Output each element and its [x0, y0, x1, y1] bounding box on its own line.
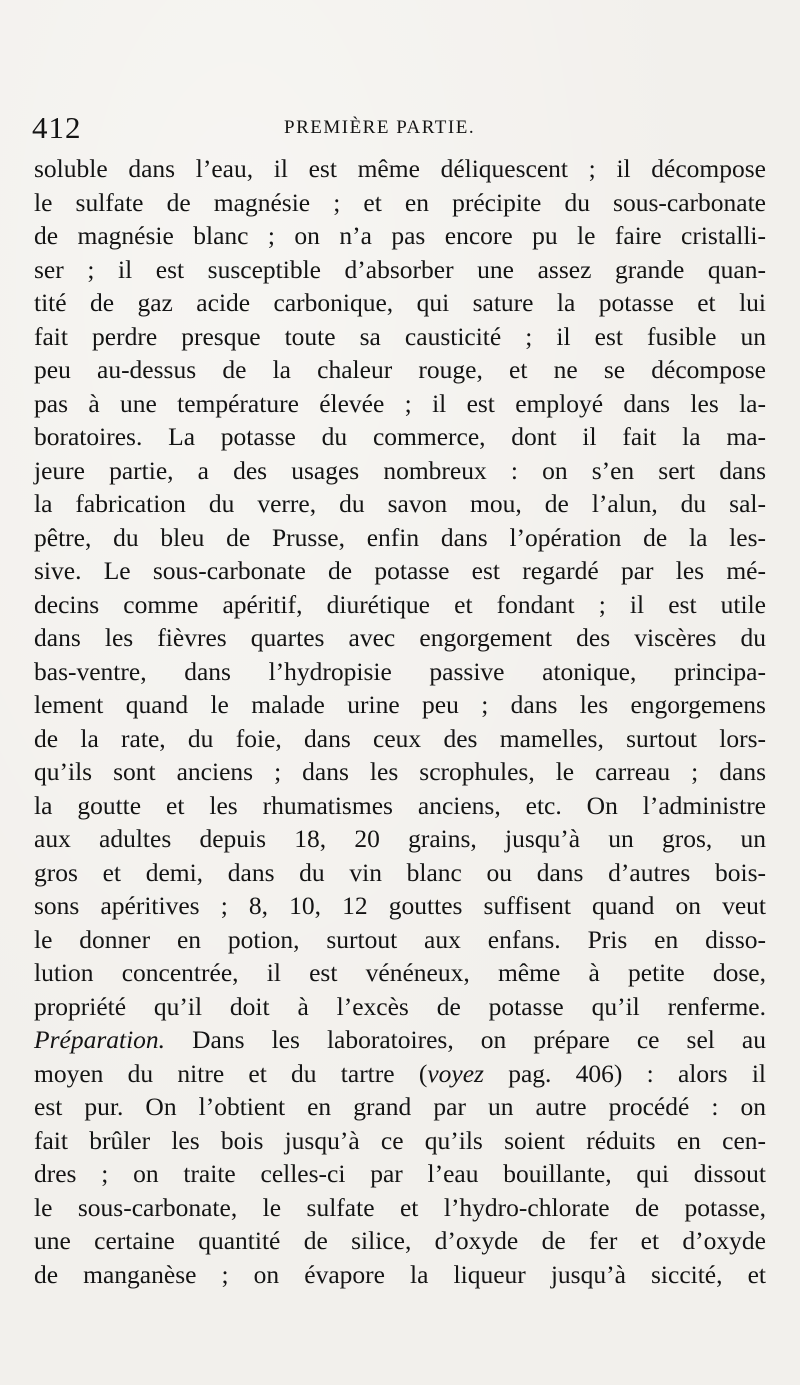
- text-line: fait perdre presque toute sa causticité ; il est fusible un: [34, 321, 766, 351]
- text-line: une certaine quantité de silice, d’oxyde de fer et d’oxyde: [34, 1226, 766, 1255]
- text-line: pas à une température élevée ; il est employé dans les la-: [34, 388, 766, 418]
- preparation-line: [34, 1023, 766, 1057]
- text-line: lement quand le malade urine peu ; dans les engorgemens: [34, 690, 766, 719]
- preparation-heading: Préparation.: [34, 1025, 166, 1054]
- text-line: de manganèse ; on évapore la liqueur jusqu’à siccité, et: [34, 1259, 766, 1289]
- text-line: dres ; on traite celles-ci par l’eau bouillante, qui dissout: [34, 1159, 766, 1188]
- text-segment: pag. 406) : alors il: [483, 1058, 766, 1088]
- text-line: de magnésie blanc ; on n’a pas encore pu le faire cristalli-: [34, 221, 766, 250]
- text-line: aux adultes depuis 18, 20 grains, jusqu’à un gros, un: [34, 824, 766, 853]
- page-number: 412: [32, 110, 82, 145]
- text-line: la goutte et les rhumatismes anciens, etc. On l’administre: [34, 790, 766, 820]
- text-line: le sous-carbonate, le sulfate et l’hydro-chlorate de potasse,: [34, 1192, 766, 1222]
- page-header: [32, 108, 772, 148]
- text-line: ser ; il est susceptible d’absorber une assez grande quan-: [34, 254, 766, 284]
- text-line: jeure partie, a des usages nombreux : on s’en sert dans: [34, 455, 766, 485]
- text-line: boratoires. La potasse du commerce, dont il fait la ma-: [34, 422, 766, 451]
- text-line: propriété qu’il doit à l’excès de potasse qu’il renferme.: [34, 991, 766, 1021]
- text-line: est pur. On l’obtient en grand par un autre procédé : on: [34, 1092, 766, 1121]
- text-line: fait brûler les bois jusqu’à ce qu’ils soient réduits en cen-: [34, 1125, 766, 1155]
- preparation-text: Dans les laboratoires, on prépare ce sel au: [165, 1025, 766, 1054]
- text-line: pêtre, du bleu de Prusse, enfin dans l’opération de la les-: [34, 522, 766, 552]
- text-line: decins comme apéritif, diurétique et fondant ; il est utile: [34, 589, 766, 619]
- text-line: le sulfate de magnésie ; et en précipite du sous-carbonate: [34, 187, 766, 217]
- text-line: la fabrication du verre, du savon mou, de l’alun, du sal-: [34, 489, 766, 518]
- running-head: PREMIÈRE PARTIE.: [284, 117, 476, 138]
- text-line: bas-ventre, dans l’hydropisie passive atonique, principa-: [34, 656, 766, 686]
- body-text: [34, 152, 766, 1291]
- italic-reference: voyez: [427, 1058, 484, 1088]
- text-line: peu au-dessus de la chaleur rouge, et ne se décompose: [34, 355, 766, 384]
- text-line: sons apéritives ; 8, 10, 12 gouttes suffisent quand on veut: [34, 891, 766, 920]
- text-line: gros et demi, dans du vin blanc ou dans d’autres bois-: [34, 857, 766, 887]
- text-line: tité de gaz acide carbonique, qui sature la potasse et lui: [34, 288, 766, 317]
- text-line: le donner en potion, surtout aux enfans. Pris en disso-: [34, 924, 766, 954]
- text-line: dans les fièvres quartes avec engorgement des viscères du: [34, 623, 766, 652]
- text-line: qu’ils sont anciens ; dans les scrophules, le carreau ; dans: [34, 757, 766, 786]
- text-line: de la rate, du foie, dans ceux des mamelles, surtout lors-: [34, 723, 766, 753]
- text-line: soluble dans l’eau, il est même déliquescent ; il décompose: [34, 154, 766, 183]
- text-line: [34, 1057, 766, 1091]
- text-line: lution concentrée, il est vénéneux, même à petite dose,: [34, 958, 766, 987]
- text-segment: moyen du nitre et du tartre (: [34, 1058, 428, 1088]
- text-line: sive. Le sous-carbonate de potasse est regardé par les mé-: [34, 556, 766, 585]
